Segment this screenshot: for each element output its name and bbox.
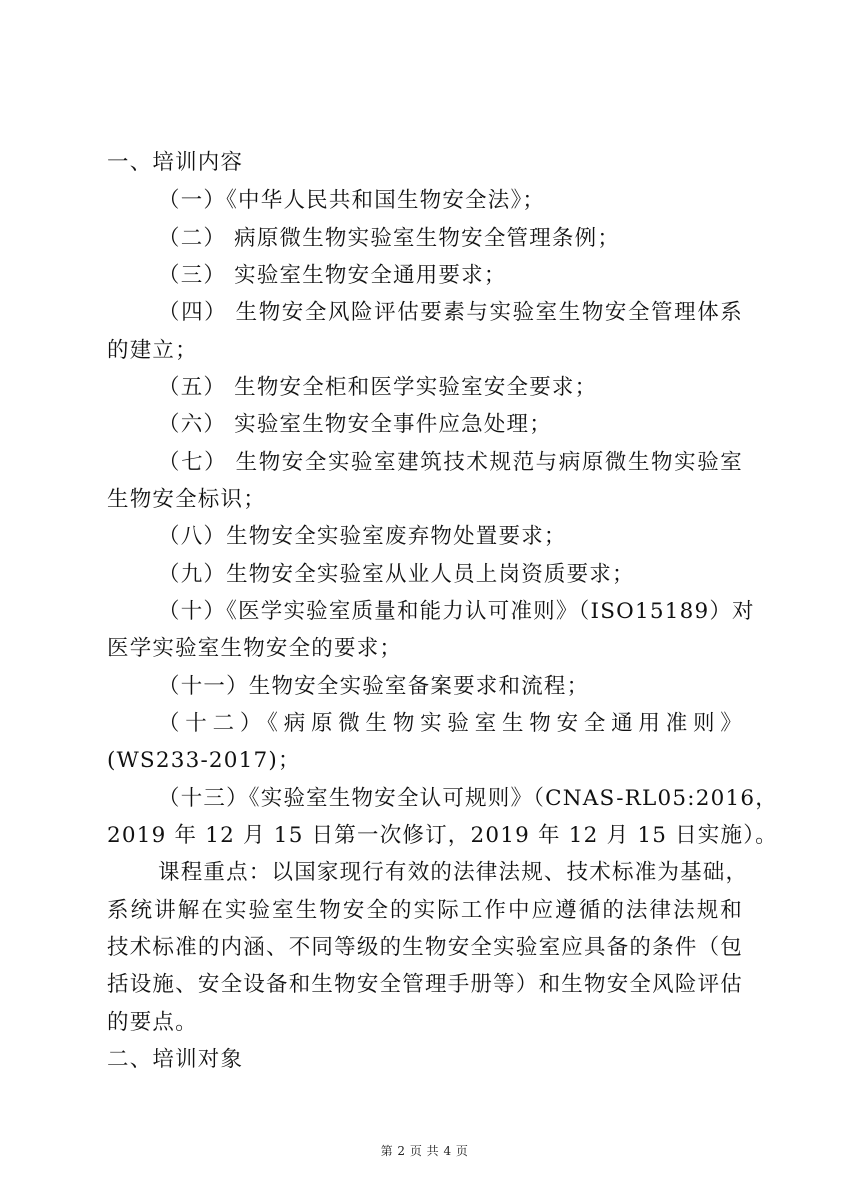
section-heading-training-content: 一、培训内容 (107, 150, 244, 175)
course-focus-paragraph: 系统讲解在实验室生物安全的实际工作中应遵循的法律法规和 (107, 898, 743, 923)
list-item: （十二）《病原微生物实验室生物安全通用准则》 (158, 711, 743, 736)
list-item: （十三）《实验室生物安全认可规则》（CNAS-RL05:2016， (158, 786, 778, 811)
section-heading-training-audience: 二、培训对象 (107, 1047, 244, 1072)
list-item-continuation: 医学实验室生物安全的要求； (107, 636, 403, 661)
list-item: （三） 实验室生物安全通用要求； (158, 263, 507, 288)
course-focus-paragraph: 技术标准的内涵、不同等级的生物安全实验室应具备的条件（包 (107, 935, 743, 960)
list-item: （七） 生物安全实验室建筑技术规范与病原微生物实验室 (158, 450, 743, 475)
list-item-continuation: 的建立； (107, 338, 198, 363)
list-item: （八）生物安全实验室废弃物处置要求； (158, 524, 567, 549)
list-item-continuation: (WS233-2017)； (107, 748, 301, 773)
list-item: （十）《医学实验室质量和能力认可准则》（ISO15189）对 (158, 599, 755, 624)
list-item-continuation: 生物安全标识； (107, 487, 266, 512)
list-item: （四） 生物安全风险评估要素与实验室生物安全管理体系 (158, 300, 743, 325)
course-focus-paragraph: 括设施、安全设备和生物安全管理手册等）和生物安全风险评估 (107, 972, 743, 997)
list-item: （一）《中华人民共和国生物安全法》； (158, 188, 546, 213)
page-number-footer: 第 2 页 共 4 页 (380, 1144, 469, 1158)
list-item: （二） 病原微生物实验室生物安全管理条例； (158, 226, 621, 251)
course-focus-paragraph: 课程重点：以国家现行有效的法律法规、技术标准为基础， (158, 860, 749, 885)
list-item: （五） 生物安全柜和医学实验室安全要求； (158, 375, 598, 400)
list-item: （六） 实验室生物安全事件应急处理； (158, 412, 552, 437)
list-item: （九）生物安全实验室从业人员上岗资质要求； (158, 562, 635, 587)
list-item-continuation: 2019 年 12 月 15 日第一次修订，2019 年 12 月 15 日实施）。 (107, 823, 778, 848)
list-item: （十一）生物安全实验室备案要求和流程； (158, 674, 590, 699)
course-focus-paragraph: 的要点。 (107, 1010, 198, 1035)
